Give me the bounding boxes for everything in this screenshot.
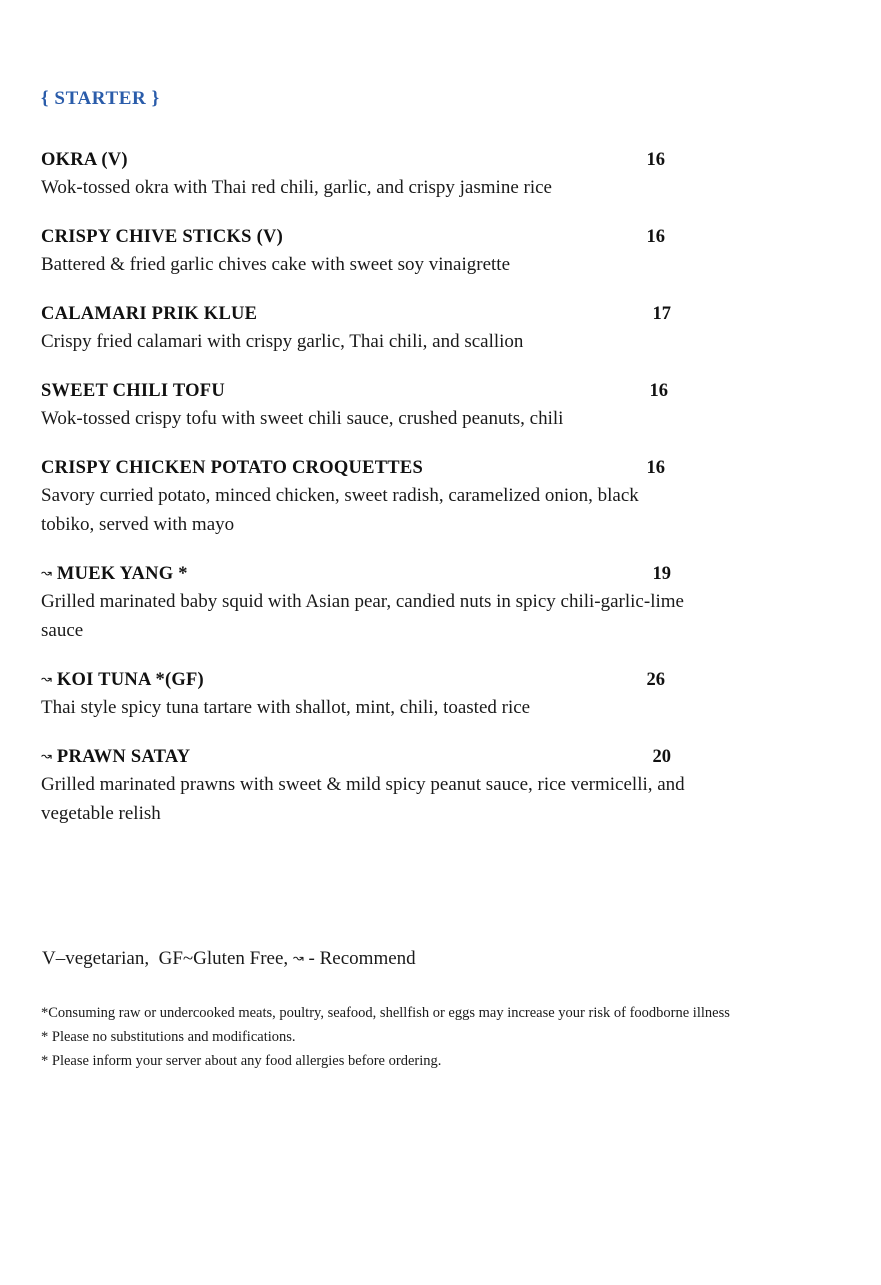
recommend-arrow-icon: ↝ <box>41 749 52 764</box>
menu-item-price: 16 <box>646 150 665 170</box>
menu-item-description: Grilled marinated prawns with sweet & mild spicy peanut sauce, rice vermicelli, and vegetable relish <box>41 774 685 824</box>
recommend-arrow-icon: ↝ <box>41 672 52 687</box>
menu-item-price: 20 <box>652 747 671 767</box>
recommend-arrow-icon: ↝ <box>41 566 52 581</box>
menu-item <box>41 458 721 539</box>
menu-item-header <box>41 458 721 479</box>
legend-recommend-label: - Recommend <box>308 948 416 969</box>
menu-item-list <box>41 150 721 853</box>
menu-item-description: Wok-tossed crispy tofu with sweet chili sauce, crushed peanuts, chili <box>41 408 564 429</box>
menu-item-header <box>41 304 721 325</box>
menu-item-description: Grilled marinated baby squid with Asian pear, candied nuts in spicy chili-garlic-lime sauce <box>41 591 684 641</box>
disclaimer-line: * Please inform your server about any food allergies before ordering. <box>41 1053 442 1069</box>
recommend-arrow-icon: ↝ <box>292 951 304 966</box>
menu-item-header <box>41 381 721 402</box>
menu-item-header <box>41 150 721 171</box>
menu-item-price: 17 <box>652 304 671 324</box>
menu-item-description: Thai style spicy tuna tartare with shallot, mint, chili, toasted rice <box>41 697 531 718</box>
menu-item-header <box>41 747 721 768</box>
legend-gluten-free: GF~Gluten Free, <box>158 948 289 969</box>
menu-item-name: CRISPY CHIVE STICKS (V) <box>41 227 284 247</box>
menu-item-name: KOI TUNA *(GF) <box>56 670 204 690</box>
menu-item-price: 16 <box>646 458 665 478</box>
menu-item-name: PRAWN SATAY <box>56 747 191 767</box>
menu-item <box>41 381 721 433</box>
menu-item-price: 19 <box>652 564 671 584</box>
menu-item <box>41 564 721 645</box>
menu-item-name: MUEK YANG * <box>56 564 188 584</box>
menu-item <box>41 304 721 356</box>
disclaimer-line: * Please no substitutions and modifications. <box>41 1029 296 1045</box>
menu-item-name: SWEET CHILI TOFU <box>41 381 225 401</box>
menu-item <box>41 227 721 279</box>
menu-item-price: 16 <box>646 227 665 247</box>
menu-item <box>41 150 721 202</box>
menu-item <box>41 670 721 722</box>
menu-item-description: Battered & fried garlic chives cake with sweet soy vinaigrette <box>41 254 511 275</box>
menu-item-header <box>41 564 721 585</box>
menu-item-name: CRISPY CHICKEN POTATO CROQUETTES <box>41 458 424 478</box>
menu-item-name: OKRA (V) <box>41 150 128 170</box>
legend-vegetarian: V–vegetarian, <box>42 948 150 969</box>
menu-item-header <box>41 670 721 691</box>
menu-item-price: 26 <box>646 670 665 690</box>
disclaimer-line: *Consuming raw or undercooked meats, poultry, seafood, shellfish or eggs may increase your risk of foodborne illness <box>41 1005 730 1021</box>
menu-item-price: 16 <box>649 381 668 401</box>
disclaimer-block <box>41 1001 841 1073</box>
menu-item <box>41 747 721 828</box>
menu-item-header <box>41 227 721 248</box>
legend <box>42 948 416 970</box>
menu-item-description: Savory curried potato, minced chicken, sweet radish, caramelized onion, black tobiko, served with mayo <box>41 485 639 535</box>
section-title-starter: { STARTER } <box>41 88 160 109</box>
menu-item-description: Wok-tossed okra with Thai red chili, garlic, and crispy jasmine rice <box>41 177 552 198</box>
menu-item-name: CALAMARI PRIK KLUE <box>41 304 258 324</box>
menu-item-description: Crispy fried calamari with crispy garlic, Thai chili, and scallion <box>41 331 524 352</box>
